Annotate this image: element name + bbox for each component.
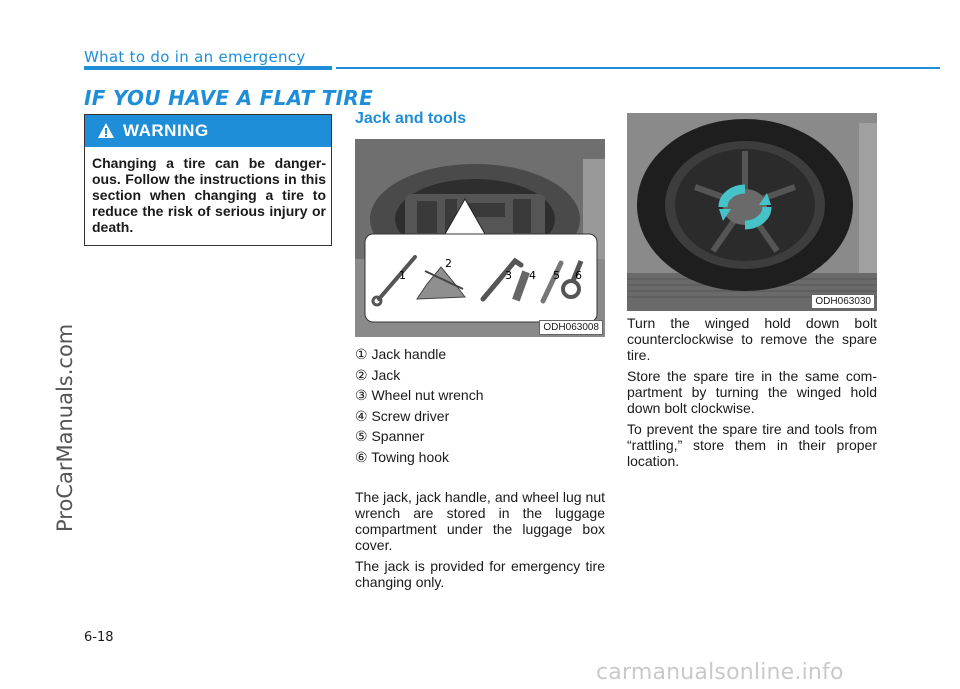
tools-list [355, 344, 484, 467]
list-item: ⑥ Towing hook [355, 448, 450, 465]
page-number: 6-18 [84, 630, 114, 645]
callout-5: 5 [553, 269, 560, 282]
spare-tire-illustration [627, 113, 877, 311]
bottom-watermark: carmanualsonline.info [596, 660, 844, 685]
section-header: What to do in an emergency [84, 48, 306, 66]
callout-2: 2 [445, 257, 452, 270]
warning-text: Changing a tire can be danger-ous. Follow the instructions in this section when changing a tire to reduce the risk of serious injury or death. [92, 155, 326, 235]
jack-tools-figure [355, 139, 605, 337]
jack-usage-paragraph: The jack is provided for emergency tire changing only. [355, 558, 605, 590]
jack-tools-heading: Jack and tools [355, 110, 467, 127]
store-spare-paragraph: Store the spare tire in the same com-partment by turning the winged hold down bolt clockwise. [627, 368, 877, 416]
warning-header [85, 115, 331, 147]
warning-triangle-icon [97, 122, 115, 140]
header-rule-thick [84, 66, 332, 70]
list-item: ① Jack handle [355, 346, 447, 362]
warning-label: WARNING [123, 121, 209, 140]
remove-spare-paragraph: Turn the winged hold down bolt counterclockwise to remove the spare tire. [627, 315, 877, 363]
side-watermark-text: ProCarManuals.com [53, 323, 77, 532]
header-rule-thin [336, 67, 940, 69]
callout-4: 4 [529, 269, 536, 282]
figure-code-tools: ODH063008 [539, 320, 603, 335]
jack-storage-paragraph: The jack, jack handle, and wheel lug nut wrench are stored in the luggage compartment under the luggage box cover. [355, 489, 605, 553]
callout-1: 1 [399, 269, 406, 282]
warning-box [84, 114, 332, 246]
callout-6: 6 [575, 269, 582, 282]
list-item: ② Jack [355, 366, 401, 383]
prevent-rattling-paragraph: To prevent the spare tire and tools from “rattling,” store them in their proper location. [627, 421, 877, 469]
tools-illustration [355, 139, 605, 337]
figure-code-spare: ODH063030 [811, 294, 875, 309]
page-title: IF YOU HAVE A FLAT TIRE [84, 86, 374, 110]
list-item: ③ Wheel nut wrench [355, 387, 484, 403]
callout-3: 3 [505, 269, 512, 282]
side-watermark [44, 240, 84, 540]
spare-tire-figure [627, 113, 877, 311]
list-item: ④ Screw driver [355, 407, 450, 424]
list-item: ⑤ Spanner [355, 428, 425, 444]
